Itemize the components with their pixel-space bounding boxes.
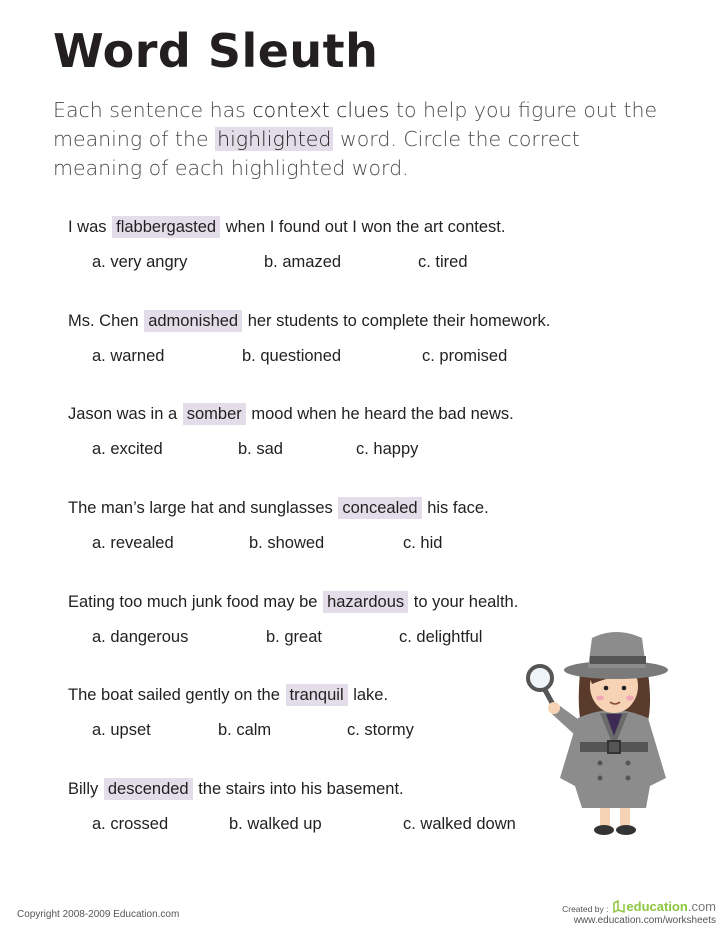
sentence-before: Eating too much junk food may be [68, 593, 318, 611]
created-by-label: Created by : [562, 904, 609, 914]
question-sentence [68, 777, 404, 801]
highlighted-word: admonished [144, 310, 242, 332]
instructions-part-1: Each sentence has [53, 98, 253, 122]
answer-choices [68, 530, 489, 556]
choice-b[interactable]: b. sad [238, 440, 283, 458]
page-title: Word Sleuth [53, 24, 379, 78]
answer-choices [68, 717, 414, 743]
choice-c[interactable]: c. tired [418, 253, 468, 271]
choice-b[interactable]: b. questioned [242, 347, 342, 365]
answer-choices [68, 624, 518, 650]
highlighted-word: flabbergasted [112, 216, 220, 238]
choice-a[interactable]: a. excited [92, 440, 163, 458]
question-7 [68, 777, 516, 837]
choice-c[interactable]: c. promised [422, 347, 508, 365]
logo-name: education [626, 899, 688, 914]
answer-choices [68, 249, 505, 275]
highlighted-example: highlighted [217, 127, 332, 151]
choice-b[interactable]: b. amazed [264, 253, 342, 271]
sentence-before: The boat sailed gently on the [68, 686, 280, 704]
question-sentence [68, 309, 550, 333]
choice-c[interactable]: c. stormy [347, 721, 414, 739]
choice-a[interactable]: a. very angry [92, 253, 188, 271]
question-4 [68, 496, 489, 556]
choice-c[interactable]: c. delightful [399, 628, 483, 646]
highlighted-word: somber [183, 403, 246, 425]
sentence-after: mood when he heard the bad news. [251, 405, 514, 423]
sentence-after: the stairs into his basement. [198, 780, 404, 798]
choice-b[interactable]: b. walked up [229, 815, 322, 833]
sentence-after: her students to complete their homework. [247, 312, 551, 330]
sentence-before: The man’s large hat and sunglasses [68, 499, 333, 517]
sentence-before: I was [68, 218, 107, 236]
logo-suffix: .com [687, 899, 716, 914]
sentence-before: Ms. Chen [68, 312, 139, 330]
choice-b[interactable]: b. great [266, 628, 322, 646]
question-sentence [68, 402, 514, 426]
question-5 [68, 590, 518, 650]
question-sentence [68, 496, 489, 520]
answer-choices [68, 436, 514, 462]
logo-book-icon [612, 900, 626, 914]
choice-a[interactable]: a. warned [92, 347, 165, 365]
website-link[interactable]: www.education.com/worksheets [573, 915, 716, 926]
choice-a[interactable]: a. crossed [92, 815, 169, 833]
question-1 [68, 215, 505, 275]
footer-credit [562, 898, 716, 926]
highlighted-word: tranquil [286, 684, 348, 706]
instructions [53, 96, 673, 183]
choice-b[interactable]: b. calm [218, 721, 272, 739]
instructions-part-2: to help you figure out the meaning of the [53, 98, 658, 151]
sentence-after: to your health. [413, 593, 519, 611]
sentence-before: Billy [68, 780, 99, 798]
choice-a[interactable]: a. upset [92, 721, 151, 739]
answer-choices [68, 811, 516, 837]
copyright-notice: Copyright 2008-2009 Education.com [17, 909, 180, 920]
fedora-hat-icon [564, 632, 668, 679]
question-2 [68, 309, 550, 369]
question-sentence [68, 683, 388, 707]
choice-c[interactable]: c. walked down [403, 815, 516, 833]
highlighted-word: concealed [338, 497, 421, 519]
instructions-part-3: word. Circle the correct meaning of each highlighted word. [53, 127, 580, 180]
choice-b[interactable]: b. showed [249, 534, 325, 552]
sentence-after: lake. [353, 686, 389, 704]
question-6 [68, 683, 414, 743]
sentence-after: when I found out I won the art contest. [225, 218, 506, 236]
choice-c[interactable]: c. hid [403, 534, 443, 552]
sentence-after: his face. [427, 499, 489, 517]
choice-a[interactable]: a. revealed [92, 534, 174, 552]
highlighted-word: hazardous [323, 591, 408, 613]
detective-illustration [520, 618, 690, 838]
choice-c[interactable]: c. happy [356, 440, 419, 458]
context-clues-keyword: context clues [252, 98, 390, 122]
highlighted-word: descended [104, 778, 193, 800]
question-sentence [68, 590, 518, 614]
choice-a[interactable]: a. dangerous [92, 628, 189, 646]
answer-choices [68, 343, 550, 369]
question-sentence [68, 215, 505, 239]
sentence-before: Jason was in a [68, 405, 178, 423]
question-3 [68, 402, 514, 462]
education-com-logo [612, 900, 716, 914]
